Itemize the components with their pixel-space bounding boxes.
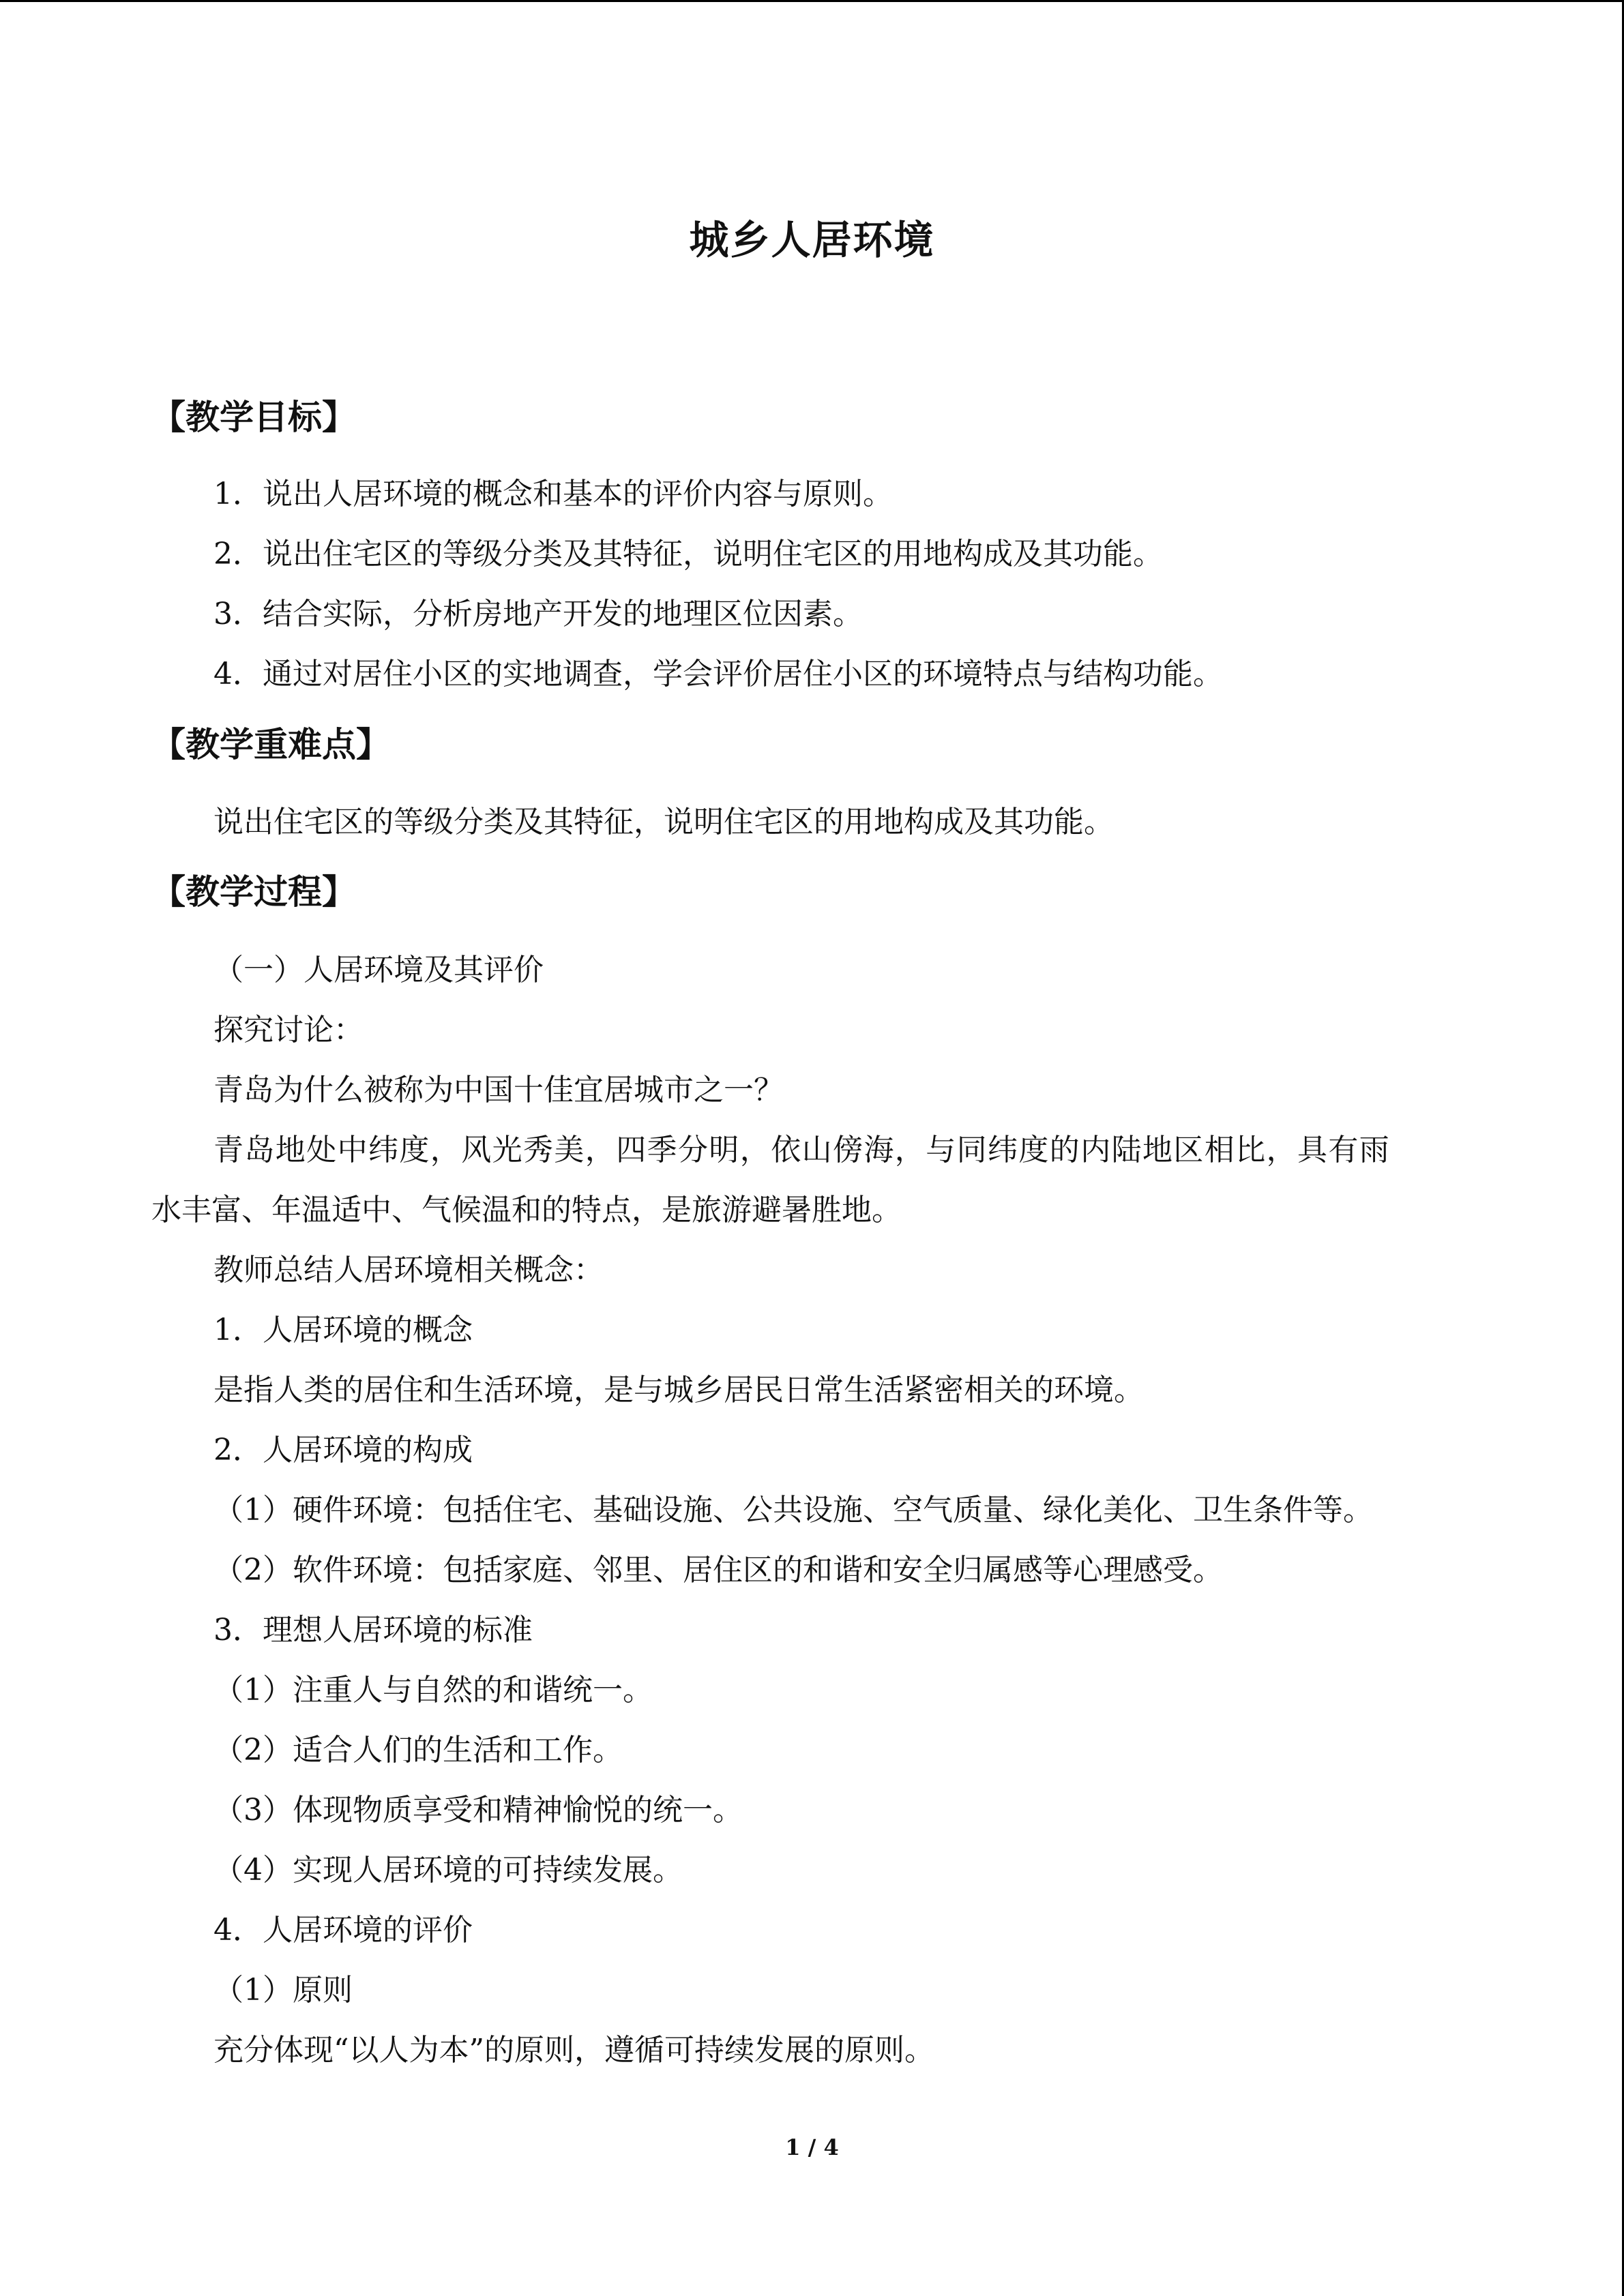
process-line: 探究讨论： <box>213 1013 364 1047</box>
process-line: 2．人居环境的构成 <box>213 1433 473 1467</box>
page-number: 1 / 4 <box>785 2134 839 2160</box>
document-title: 城乡人居环境 <box>689 217 935 263</box>
objectives-heading: 【教学目标】 <box>151 398 356 437</box>
key-points-text: 说出住宅区的等级分类及其特征，说明住宅区的用地构成及其功能。 <box>213 805 1114 839</box>
page-top-border <box>0 0 1624 2</box>
process-paragraph-line: 水丰富、年温适中、气候温和的特点，是旅游避暑胜地。 <box>151 1193 902 1227</box>
key-points-heading: 【教学重难点】 <box>151 725 390 764</box>
process-line: 1．人居环境的概念 <box>213 1313 473 1347</box>
process-line: （1）注重人与自然的和谐统一。 <box>213 1673 653 1708</box>
objective-item: 2．说出住宅区的等级分类及其特征，说明住宅区的用地构成及其功能。 <box>213 537 1163 571</box>
process-line: （2）软件环境：包括家庭、邻里、居住区的和谐和安全归属感等心理感受。 <box>213 1553 1223 1587</box>
process-heading: 【教学过程】 <box>151 872 356 912</box>
process-line: （4）实现人居环境的可持续发展。 <box>213 1853 683 1888</box>
objective-item: 4．通过对居住小区的实地调查，学会评价居住小区的环境特点与结构功能。 <box>213 657 1223 691</box>
objective-item: 3．结合实际，分析房地产开发的地理区位因素。 <box>213 597 863 631</box>
process-line: 3．理想人居环境的标准 <box>213 1613 533 1648</box>
process-line: 4．人居环境的评价 <box>213 1913 473 1948</box>
process-line: 青岛为什么被称为中国十佳宜居城市之一？ <box>213 1073 784 1107</box>
process-line: （3）体现物质享受和精神愉悦的统一。 <box>213 1793 743 1828</box>
process-paragraph-line: 青岛地处中纬度，风光秀美，四季分明，依山傍海，与同纬度的内陆地区相比，具有雨 <box>213 1133 1391 1167</box>
objective-item: 1．说出人居环境的概念和基本的评价内容与原则。 <box>213 477 893 511</box>
process-line: （1）硬件环境：包括住宅、基础设施、公共设施、空气质量、绿化美化、卫生条件等。 <box>213 1493 1373 1527</box>
process-line: 充分体现“以人为本”的原则，遵循可持续发展的原则。 <box>213 2033 934 2068</box>
process-line: 教师总结人居环境相关概念： <box>213 1253 604 1287</box>
process-line: （2）适合人们的生活和工作。 <box>213 1733 623 1768</box>
process-line: 是指人类的居住和生活环境，是与城乡居民日常生活紧密相关的环境。 <box>213 1373 1144 1407</box>
process-line: （1）原则 <box>213 1973 353 2008</box>
process-line: （一）人居环境及其评价 <box>213 953 544 987</box>
